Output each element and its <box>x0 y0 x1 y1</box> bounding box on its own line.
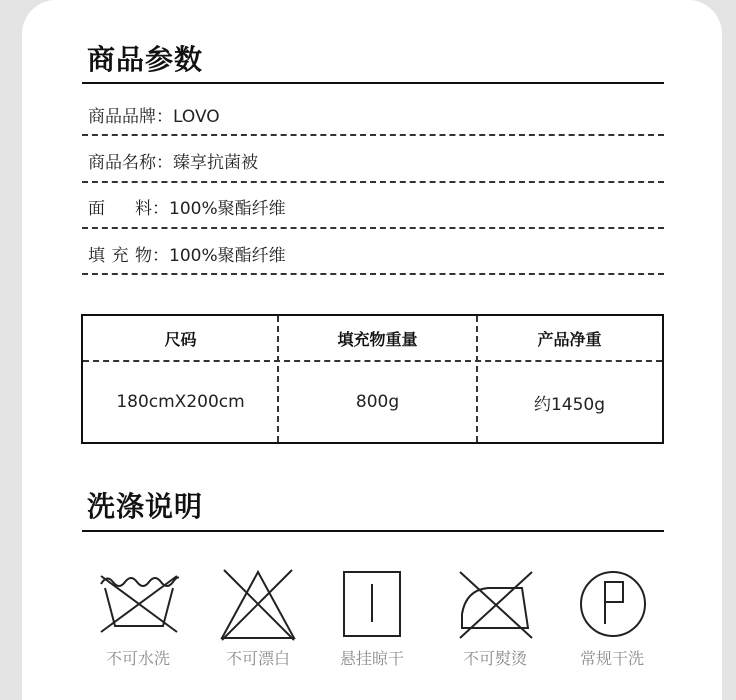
spec-table <box>81 314 664 444</box>
spec-cell-size: 180cmX200cm <box>116 392 245 412</box>
spec-header-size: 尺码 <box>164 329 197 349</box>
param-filling-value: 100%聚酯纤维 <box>169 246 286 266</box>
param-fabric-sep: ： <box>152 199 169 219</box>
param-filling <box>88 245 286 267</box>
spec-table-header <box>83 316 662 362</box>
param-name <box>88 152 258 174</box>
no-iron-label: 不可熨烫 <box>462 649 527 668</box>
param-filling-sep: ： <box>152 246 169 266</box>
wash-title: 洗涤说明 <box>87 490 204 523</box>
param-fabric <box>88 198 286 220</box>
dry-clean-label: 常规干洗 <box>579 649 644 668</box>
no-bleach-icon <box>218 566 298 646</box>
param-divider <box>82 134 664 136</box>
param-divider <box>82 227 664 229</box>
param-name-value: 臻享抗菌被 <box>173 153 258 173</box>
spec-table-row <box>83 362 662 442</box>
param-name-label: 商品名称： <box>88 153 173 173</box>
spec-cell-net-weight: 约1450g <box>533 394 606 415</box>
param-divider <box>82 181 664 183</box>
wash-title-rule <box>82 530 664 532</box>
spec-col-divider <box>476 316 478 442</box>
dry-clean-icon <box>573 566 653 646</box>
hang-dry-label: 悬挂晾干 <box>339 649 404 668</box>
param-divider <box>82 273 664 275</box>
spec-cell-fill-weight: 800g <box>355 392 400 412</box>
params-title: 商品参数 <box>87 43 204 76</box>
params-title-rule <box>82 82 664 84</box>
param-fabric-label: 面 料 <box>88 199 152 219</box>
no-bleach-label: 不可漂白 <box>225 649 290 668</box>
param-brand <box>88 106 220 128</box>
param-brand-value: LOVO <box>173 107 220 127</box>
param-fabric-value: 100%聚酯纤维 <box>169 199 286 219</box>
hang-dry-icon <box>333 566 413 646</box>
spec-col-divider <box>277 316 279 442</box>
param-filling-label: 填 充 物 <box>88 246 152 266</box>
no-machine-wash-icon <box>99 566 179 646</box>
spec-header-fill-weight: 填充物重量 <box>337 329 418 349</box>
no-machine-wash-label: 不可水洗 <box>105 649 170 668</box>
spec-header-net-weight: 产品净重 <box>537 329 602 349</box>
no-iron-icon <box>456 566 536 646</box>
param-brand-label: 商品品牌： <box>88 107 173 127</box>
